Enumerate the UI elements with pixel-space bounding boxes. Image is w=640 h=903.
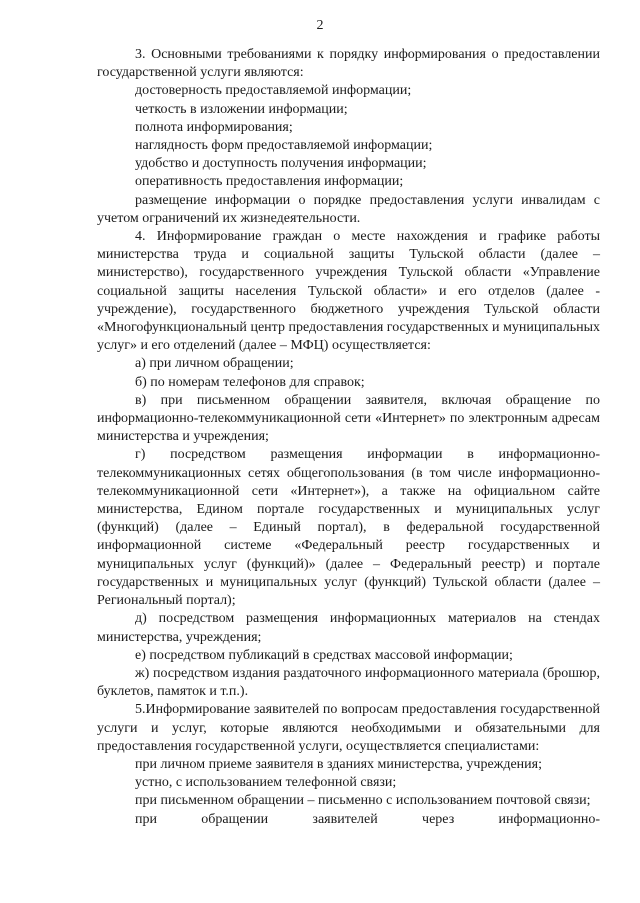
paragraph-informing-location: 4. Информирование граждан о месте нахождения и графике работы министерства труда и социальной защиты Тульской области (далее – министерство), государственного учреждения Тульской области «Управление социальной защиты населения Тульской области» и его отделов (далее - учреждение), государственного бюджетного учреждения Тульской области «Многофункциональный центр предоставления государственных и муниципальных услуг» и его отделений (далее – МФЦ) осуществляется: [97,229,600,354]
list-item-v: в) при письменном обращении заявителя, включая обращение по информационно-телекоммуникационной сети «Интернет» по электронным адресам министерства и учреждения; [97,392,600,445]
list-item-visual-forms: наглядность форм предоставляемой информации; [135,138,433,154]
document-body [97,46,600,829]
list-item-internet-partial: при обращении заявителей через информационно- [135,811,600,827]
list-item-written: при письменном обращении – письменно с использованием почтовой связи; [135,793,591,809]
list-item-d: д) посредством размещения информационных материалов на стендах министерства, учреждения; [97,611,600,645]
list-item-personal-reception: при личном приеме заявителя в зданиях министерства, учреждения; [135,756,542,772]
list-item-clarity: четкость в изложении информации; [135,101,348,117]
page-number: 2 [316,18,324,33]
list-item-promptness: оперативность предоставления информации; [135,174,404,190]
list-item-accessibility: удобство и доступность получения информации; [135,156,427,172]
list-item-b: б) по номерам телефонов для справок; [135,374,365,390]
list-item-disabled-info: размещение информации о порядке предоставления услуги инвалидам с учетом ограничений их жизнедеятельности. [97,192,600,226]
list-item-reliability: достоверность предоставляемой информации; [135,83,412,99]
list-item-completeness: полнота информирования; [135,119,293,135]
list-item-a: а) при личном обращении; [135,356,294,372]
list-item-phone: устно, с использованием телефонной связи; [135,775,397,791]
list-item-g: г) посредством размещения информации в информационно-телекоммуникационных сетях общегопользования (в том числе информационно-телекоммуникационной сети «Интернет»), а также на официальном сайте министерства, Едином портале государственных и муниципальных услуг (функций) (далее – Единый портал), в федеральной государственной информационной системе «Федеральный реестр государственных и муниципальных услуг (функций)» (далее – Федеральный реестр) и портале государственных и муниципальных услуг (функций) Тульской области (далее – Региональный портал); [97,447,600,609]
list-item-zh: ж) посредством издания раздаточного информационного материала (брошюр, буклетов, памяток и т.п.). [97,665,600,700]
paragraph-informing-specialists: 5.Информирование заявителей по вопросам предоставления государственной услуги и услуг, которые являются необходимыми и обязательными для предоставления государственной услуги, осуществляется специалистами: [97,702,600,754]
list-item-e: е) посредством публикаций в средствах массовой информации; [135,647,513,663]
paragraph-requirements-intro: 3. Основными требованиями к порядку информирования о предоставлении государственной услуги являются: [97,47,600,81]
